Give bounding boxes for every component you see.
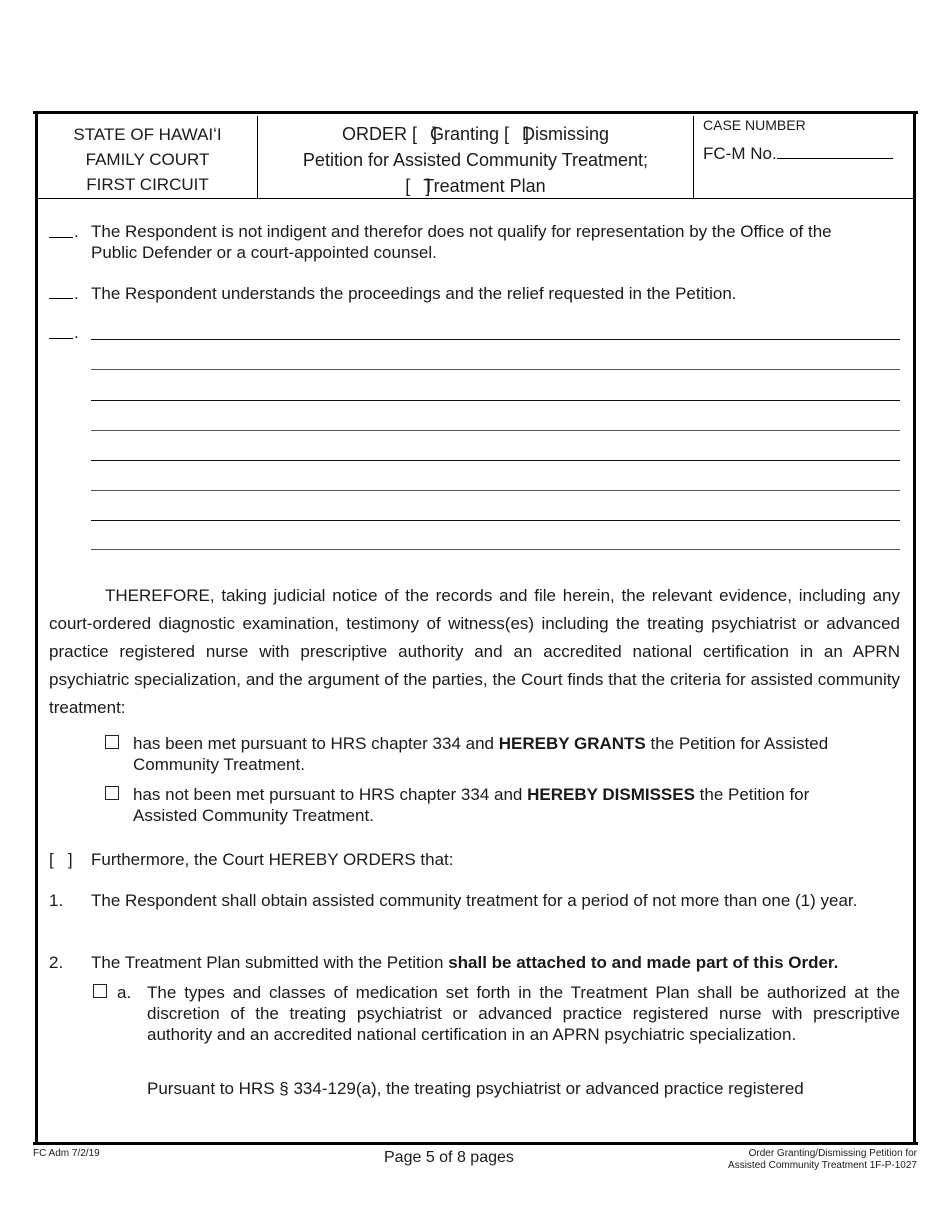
- order-title-line1: [258, 121, 693, 147]
- grant-bold: HEREBY GRANTS: [498, 734, 646, 753]
- order-word: ORDER: [341, 124, 407, 144]
- subitem-a-text: The types and classes of medication set forth in the Treatment Plan shall be authorized at the discretion of the treating psychiatrist or advanced practice registered nurse with prescriptive authority and an accredited national certification in an APRN psychiatric specialization.: [147, 983, 900, 1044]
- write-in-line-7[interactable]: [91, 520, 900, 521]
- dismiss-option: [133, 784, 903, 826]
- dismiss-text-post: the Petition for: [694, 785, 810, 804]
- subitem-a-checkbox[interactable]: [93, 984, 107, 998]
- grant-line2: Community Treatment.: [133, 755, 305, 774]
- dismiss-checkbox[interactable]: [105, 786, 119, 800]
- therefore-paragraph: [49, 582, 900, 722]
- dismissing-label: Dismissing: [522, 124, 610, 144]
- treatment-plan-checkbox[interactable]: [ ]: [405, 176, 431, 196]
- court-line-state: STATE OF HAWAIʻI: [73, 125, 222, 144]
- footer-page-number: Page 5 of 8 pages: [384, 1149, 514, 1166]
- write-in-line-4[interactable]: [91, 430, 900, 431]
- furthermore-text: Furthermore, the Court HEREBY ORDERS that:: [91, 850, 454, 869]
- header-bottom-rule: [38, 198, 913, 199]
- footer-title-line1: Order Granting/Dismissing Petition for: [748, 1148, 917, 1159]
- dismiss-text-pre: has not been met pursuant to HRS chapter 334 and: [133, 785, 528, 804]
- finding-1-line2: Public Defender or a court-appointed counsel.: [91, 243, 437, 262]
- petition-line: Petition for Assisted Community Treatment;: [302, 150, 649, 170]
- grant-option: [133, 733, 903, 775]
- footer-form-date: FC Adm 7/2/19: [33, 1148, 100, 1159]
- finding-1-text: [91, 221, 903, 263]
- finding-2-blank[interactable]: [49, 298, 73, 299]
- order-title-block: [258, 116, 694, 198]
- case-number-label: CASE NUMBER: [703, 117, 806, 133]
- grant-text-pre: has been met pursuant to HRS chapter 334 and: [133, 734, 499, 753]
- court-block: [38, 116, 258, 198]
- finding-1-dot: .: [74, 222, 79, 241]
- treatment-plan-line: [258, 173, 693, 199]
- treatment-plan-label: Treatment Plan: [423, 176, 546, 196]
- order-1-text: The Respondent shall obtain assisted community treatment for a period of not more than one (1) year.: [91, 891, 858, 910]
- caption-header: [38, 116, 913, 198]
- footer-form-title: [728, 1148, 917, 1172]
- granting-checkbox[interactable]: [ ]: [411, 124, 437, 144]
- write-in-line-2[interactable]: [91, 369, 900, 370]
- grant-checkbox[interactable]: [105, 735, 119, 749]
- fcm-label: FC-M No.: [703, 144, 777, 163]
- finding-1-line1: The Respondent is not indigent and therefor does not qualify for representation by the Office of the: [91, 222, 832, 241]
- dismissing-checkbox[interactable]: [ ]: [504, 124, 530, 144]
- write-in-line-3[interactable]: [91, 400, 900, 401]
- form-bottom-border: [33, 1142, 918, 1145]
- subitem-a-continuation: Pursuant to HRS § 334-129(a), the treating psychiatrist or advanced practice registered: [147, 1079, 804, 1098]
- finding-3-blank[interactable]: [49, 338, 73, 339]
- order-2-number: 2.: [49, 953, 64, 972]
- finding-2-dot: .: [74, 284, 79, 303]
- dismiss-line2: Assisted Community Treatment.: [133, 806, 374, 825]
- write-in-line-1[interactable]: [91, 339, 900, 340]
- order-1-number: 1.: [49, 891, 64, 910]
- court-line-family: FAMILY COURT: [85, 150, 210, 169]
- order-2-text-bold: shall be attached to and made part of this Order.: [448, 953, 839, 972]
- fcm-number-field[interactable]: [703, 144, 913, 164]
- footer-title-line2: Assisted Community Treatment 1F-P-1027: [728, 1160, 917, 1171]
- order-2-text-plain: The Treatment Plan submitted with the Petition: [91, 953, 449, 972]
- finding-2-text: The Respondent understands the proceedings and the relief requested in the Petition.: [91, 284, 737, 303]
- furthermore-checkbox[interactable]: [ ]: [49, 850, 73, 869]
- write-in-line-8[interactable]: [91, 549, 900, 550]
- finding-3-dot: .: [74, 323, 79, 342]
- fcm-blank[interactable]: [777, 144, 893, 159]
- granting-label: Granting: [429, 124, 500, 144]
- write-in-line-5[interactable]: [91, 460, 900, 461]
- court-line-circuit: FIRST CIRCUIT: [86, 175, 209, 194]
- therefore-text: THEREFORE, taking judicial notice of the records and file herein, the relevant evidence, including any court-ordered diagnostic examination, testimony of witness(es) including the treating psychiatrist or advanced practice registered nurse with prescriptive authority and an accredited national certification in an APRN psychiatric specialization, and the argument of the parties, the Court finds that the criteria for assisted community treatment:: [49, 586, 900, 717]
- subitem-a-label: a.: [117, 983, 132, 1002]
- dismiss-bold: HEREBY DISMISSES: [527, 785, 695, 804]
- finding-1-blank[interactable]: [49, 237, 73, 238]
- order-2-text: [91, 952, 903, 973]
- grant-text-post: the Petition for Assisted: [645, 734, 829, 753]
- write-in-line-6[interactable]: [91, 490, 900, 491]
- case-number-block: [694, 116, 913, 198]
